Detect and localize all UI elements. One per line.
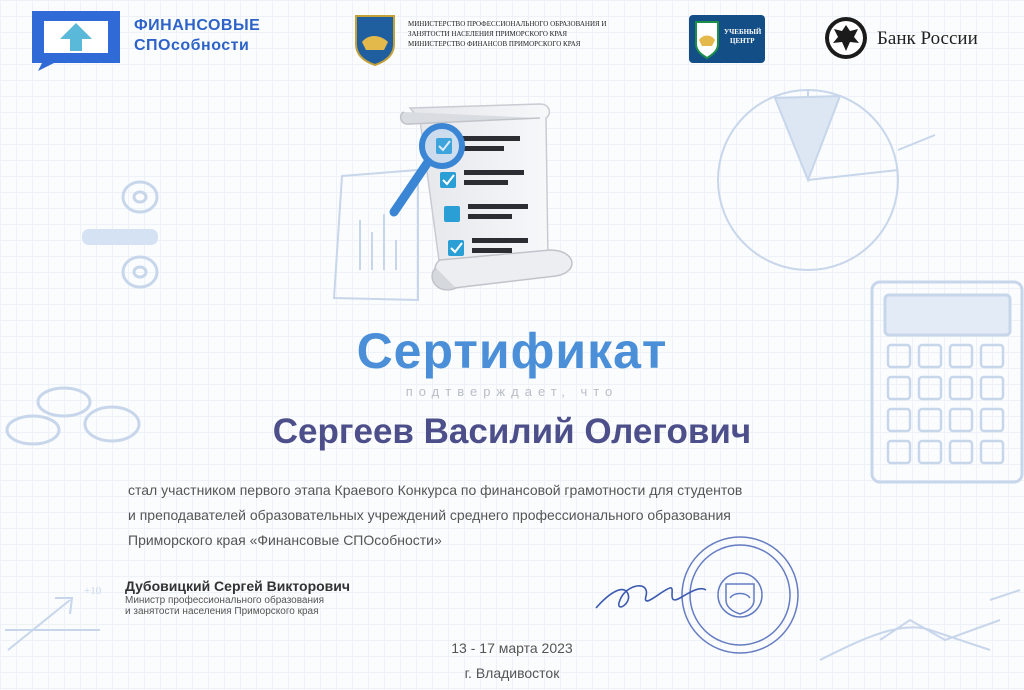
- certificate-subtitle: подтверждает, что: [405, 384, 619, 399]
- signer-position-line-1: Министр профессионального образования: [125, 595, 325, 606]
- bank-name: Банк России: [877, 28, 978, 49]
- pie-chart-sketch: [718, 90, 935, 270]
- logo-line-1: ФИНАНСОВЫЕ: [134, 17, 261, 34]
- signer-position-line-2: и занятости населения Приморского края: [125, 606, 319, 617]
- ministry-line-1: МИНИСТЕРСТВО ПРОФЕССИОНАЛЬНОГО ОБРАЗОВАНИЯ И: [408, 20, 607, 28]
- event-dates: 13 - 17 марта 2023: [451, 640, 573, 656]
- badge-line-1: УЧЕБНЫЙ: [724, 28, 762, 36]
- certificate-description: [128, 478, 888, 553]
- official-stamp: [682, 537, 798, 653]
- financial-abilities-logo-icon: [26, 5, 126, 73]
- logo-line-2: СПОсобности: [134, 37, 250, 54]
- ministry-line-3: МИНИСТЕРСТВО ФИНАНСОВ ПРИМОРСКОГО КРАЯ: [408, 40, 581, 48]
- svg-text:+10: +10: [84, 585, 102, 597]
- description-line-1: стал участником первого этапа Краевого Конкурса по финансовой грамотности для студентов: [128, 482, 743, 498]
- description-line-2: и преподавателей образовательных учреждений среднего профессионального образования: [128, 507, 731, 523]
- signer-position: [125, 595, 405, 617]
- event-city: г. Владивосток: [464, 665, 560, 681]
- ministry-line-2: ЗАНЯТОСТИ НАСЕЛЕНИЯ ПРИМОРСКОГО КРАЯ: [408, 30, 568, 38]
- recipient-name: Сергеев Василий Олегович: [272, 412, 752, 451]
- calculator-sketch: [872, 282, 1022, 482]
- training-center-badge-icon: [688, 14, 766, 64]
- bank-of-russia-eagle-icon: [824, 16, 868, 60]
- certificate-title: Сертификат: [356, 323, 668, 379]
- badge-line-2: ЦЕНТР: [730, 37, 755, 45]
- description-line-3: Приморского края «Финансовые СПОсобности»: [128, 532, 442, 548]
- financial-abilities-logo-text: [134, 16, 260, 56]
- signer-name: Дубовицкий Сергей Викторович: [125, 578, 351, 594]
- checklist-scroll-illustration: [380, 100, 590, 312]
- ministry-names: [408, 19, 638, 49]
- primorsky-coat-of-arms-icon: [350, 12, 400, 67]
- percent-sketch: [82, 182, 158, 287]
